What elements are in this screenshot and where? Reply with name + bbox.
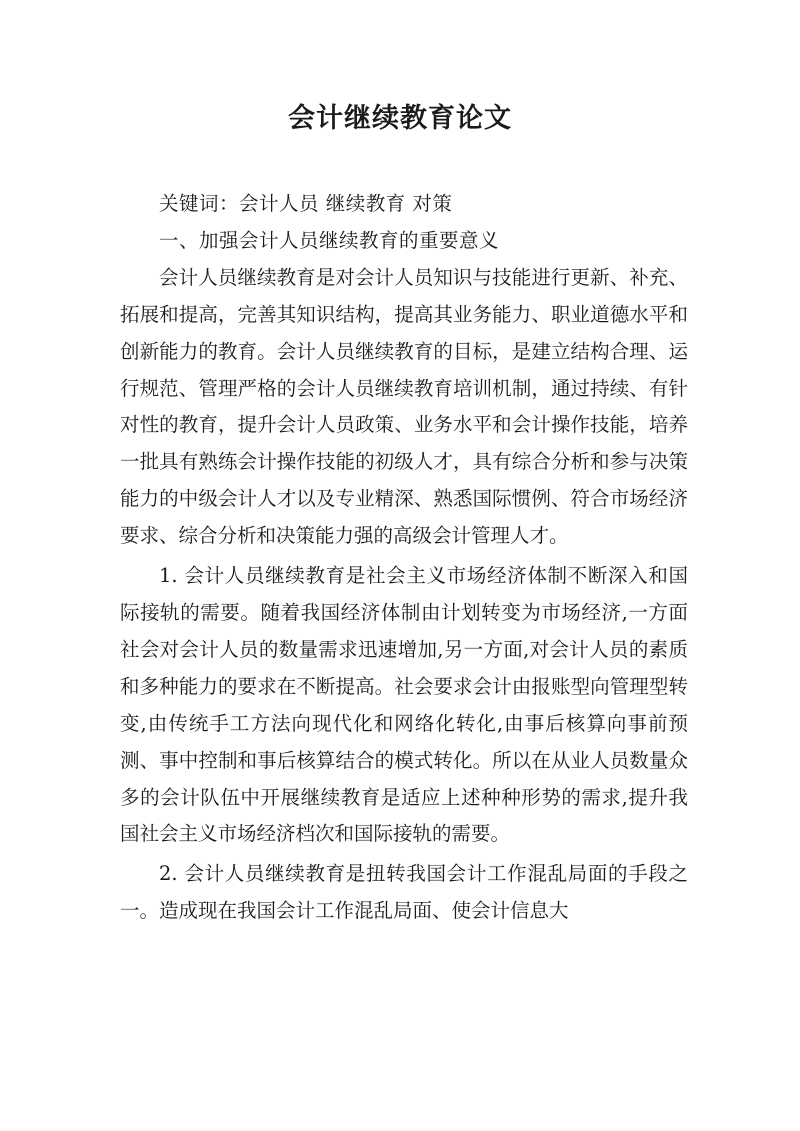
document-title: 会计继续教育论文 [288, 103, 512, 134]
section-heading: 一、加强会计人员继续教育的重要意义 [159, 228, 500, 252]
document-body [120, 186, 688, 930]
paragraph-point-2: 2. 会计人员继续教育是扭转我国会计工作混乱局面的手段之一。造成现在我国会计工作混乱局面、使会计信息大 [120, 862, 688, 923]
keywords-line: 关键词：会计人员 继续教育 对策 [159, 192, 453, 215]
paragraph-intro: 会计人员继续教育是对会计人员知识与技能进行更新、补充、拓展和提高，完善其知识结构，提高其业务能力、职业道德水平和创新能力的教育。会计人员继续教育的目标，是建立结构合理、运行规范、管理严格的会计人员继续教育培训机制，通过持续、有针对性的教育，提升会计人员政策、业务水平和会计操作技能，培养一批具有熟练会计操作技能的初级人才，具有综合分析和参与决策能力的中级会计人才以及专业精深、熟悉国际惯例、符合市场经济要求、综合分析和决策能力强的高级会计管理人才。 [120, 265, 688, 548]
paragraph-point-1: 1. 会计人员继续教育是社会主义市场经济体制不断深入和国际接轨的需要。随着我国经济体制由计划转变为市场经济,一方面社会对会计人员的数量需求迅速增加,另一方面,对会计人员的素质和多种能力的要求在不断提高。社会要求会计由报账型向管理型转变,由传统手工方法向现代化和网络化转化,由事后核算向事前预测、事中控制和事后核算结合的模式转化。所以在从业人员数量众多的会计队伍中开展继续教育是适应上述种种形势的需求,提升我国社会主义市场经济档次和国际接轨的需要。 [120, 564, 688, 846]
